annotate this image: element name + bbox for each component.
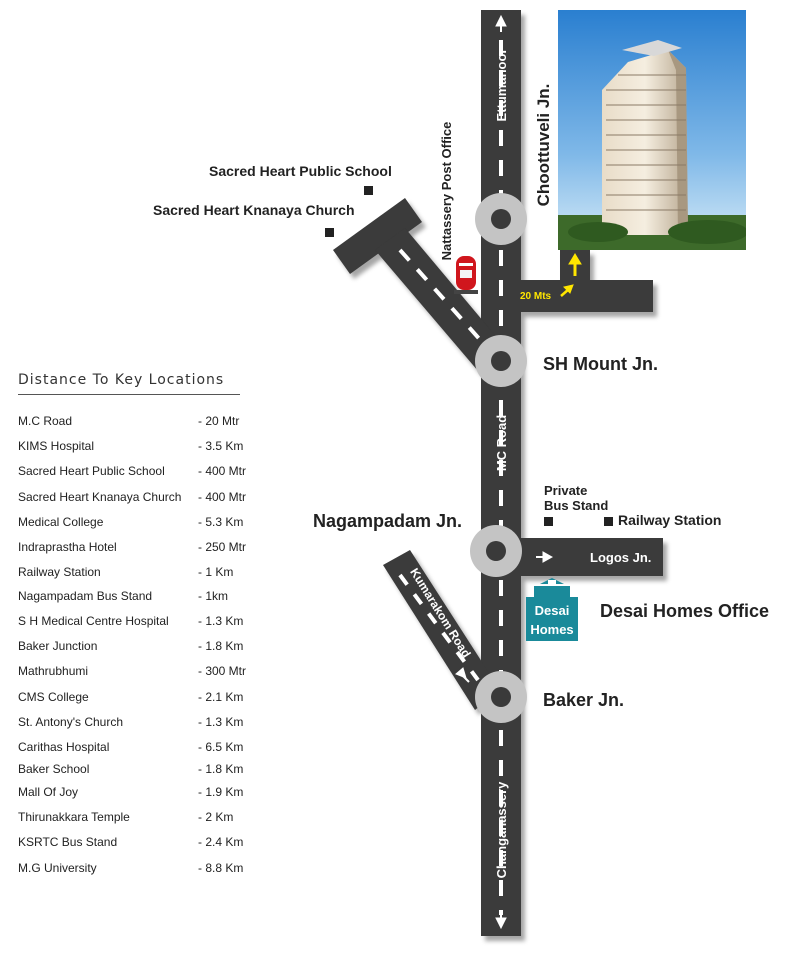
- bus-stand-marker: [544, 517, 553, 526]
- distance-value: - 1 Km: [198, 565, 234, 579]
- distance-title: Distance To Key Locations: [18, 372, 240, 395]
- distance-marker-label: 20 Mts: [520, 291, 552, 302]
- nagampadam-roundabout: [470, 525, 522, 577]
- distance-location: Indraprastha Hotel: [18, 540, 117, 554]
- distance-location: M.G University: [18, 861, 97, 875]
- post-box-icon: [454, 256, 478, 294]
- distance-value: - 5.3 Km: [198, 515, 244, 529]
- distance-location: KSRTC Bus Stand: [18, 835, 118, 849]
- logo-text-1: Desai: [534, 603, 570, 618]
- distance-location: Mall Of Joy: [18, 785, 79, 799]
- church-marker: [325, 228, 334, 237]
- desai-homes-logo: [526, 578, 578, 641]
- choottuveli-label: Choottuveli Jn.: [534, 83, 553, 207]
- logo-text-2: Homes: [530, 622, 574, 637]
- distance-value: - 2.4 Km: [198, 835, 244, 849]
- distance-value: - 400 Mtr: [198, 464, 247, 478]
- office-label: Desai Homes Office: [600, 601, 770, 621]
- distance-value: - 2.1 Km: [198, 690, 244, 704]
- nagampadam-label: Nagampadam Jn.: [313, 511, 463, 531]
- post-office-label: Nattassery Post Office: [439, 121, 454, 261]
- building-image: [558, 10, 746, 250]
- distance-location: S H Medical Centre Hospital: [18, 614, 169, 628]
- distance-value: - 2 Km: [198, 810, 234, 824]
- distance-value: - 6.5 Km: [198, 740, 244, 754]
- distance-panel: [18, 372, 268, 875]
- distance-location: M.C Road: [18, 414, 73, 428]
- side-road-label: Kumarakom Road: [407, 565, 474, 661]
- distance-location: CMS College: [18, 690, 89, 704]
- bus-stand-label-2: Bus Stand: [544, 498, 609, 513]
- church-label: Sacred Heart Knanaya Church: [153, 202, 355, 218]
- distance-value: - 8.8 Km: [198, 861, 244, 875]
- distance-value: - 1.3 Km: [198, 715, 244, 729]
- distance-location: St. Antony's Church: [18, 715, 124, 729]
- distance-value: - 1km: [198, 589, 228, 603]
- north-dest-label: Ettumanoor: [494, 48, 509, 122]
- distance-location: Baker Junction: [18, 639, 98, 653]
- distance-location: KIMS Hospital: [18, 439, 95, 453]
- distance-value: - 1.3 Km: [198, 614, 244, 628]
- sh-mount-roundabout: [475, 335, 527, 387]
- railway-marker: [604, 517, 613, 526]
- distance-value: - 400 Mtr: [198, 490, 247, 504]
- distance-location: Thirunakkara Temple: [18, 810, 130, 824]
- baker-roundabout: [475, 671, 527, 723]
- distance-value: - 250 Mtr: [198, 540, 247, 554]
- school-label: Sacred Heart Public School: [209, 163, 392, 179]
- distance-value: - 300 Mtr: [198, 664, 247, 678]
- distance-location: Baker School: [18, 762, 90, 776]
- distance-value: - 1.9 Km: [198, 785, 244, 799]
- sh-mount-label: SH Mount Jn.: [543, 354, 658, 374]
- distance-location: Mathrubhumi: [18, 664, 89, 678]
- distance-value: - 20 Mtr: [198, 414, 240, 428]
- south-dest-label: Changanassery: [494, 781, 509, 879]
- distance-location: Sacred Heart Knanaya Church: [18, 490, 182, 504]
- main-road-label: MC Road: [494, 414, 509, 472]
- distance-location: Railway Station: [18, 565, 101, 579]
- distance-location: Sacred Heart Public School: [18, 464, 165, 478]
- distance-value: - 1.8 Km: [198, 639, 244, 653]
- baker-label: Baker Jn.: [543, 690, 625, 710]
- choottuveli-roundabout: [475, 193, 527, 245]
- distance-value: - 1.8 Km: [198, 762, 244, 776]
- school-marker: [364, 186, 373, 195]
- east-road-label: Logos Jn.: [590, 550, 652, 565]
- distance-location: Nagampadam Bus Stand: [18, 589, 153, 603]
- distance-location: Medical College: [18, 515, 104, 529]
- distance-value: - 3.5 Km: [198, 439, 244, 453]
- bus-stand-label-1: Private: [544, 483, 588, 498]
- railway-label: Railway Station: [618, 512, 722, 528]
- distance-location: Carithas Hospital: [18, 740, 110, 754]
